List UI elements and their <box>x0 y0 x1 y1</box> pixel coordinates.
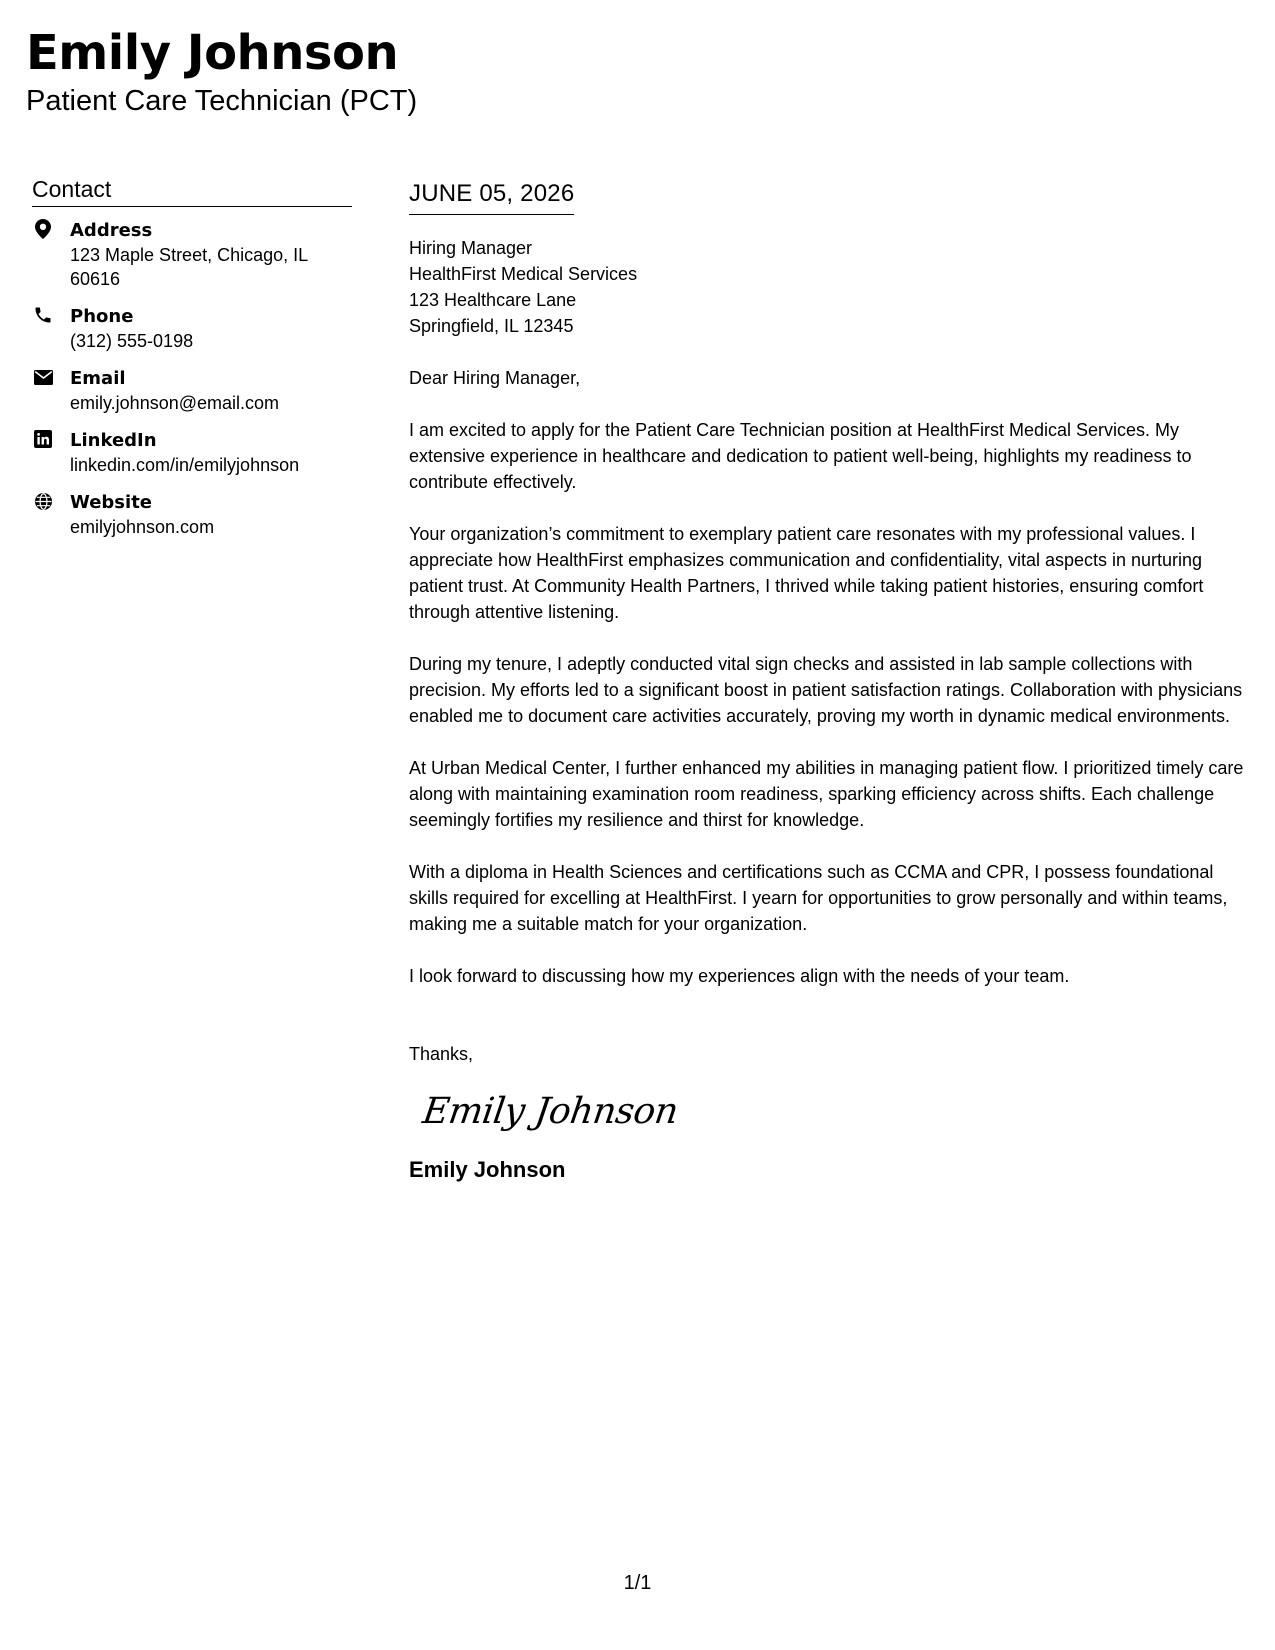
recipient-line: Hiring Manager <box>409 238 533 258</box>
map-pin-icon <box>32 218 54 240</box>
contact-linkedin <box>32 428 352 477</box>
handwritten-signature: Emily Johnson <box>420 1091 681 1132</box>
website-label: Website <box>70 492 153 513</box>
address-label: Address <box>70 220 153 241</box>
contact-sidebar <box>32 174 352 552</box>
header <box>26 22 417 118</box>
page-number: 1/1 <box>623 1572 652 1594</box>
contact-email <box>32 366 352 415</box>
contact-website <box>32 490 352 539</box>
applicant-name: Emily Johnson <box>26 25 399 81</box>
phone-icon <box>32 304 54 326</box>
letter-paragraph: Your organization’s commitment to exemplary patient care resonates with my professional values. I appreciate how HealthFirst emphasizes communication and confidentiality, vital aspects in nurturing patient trust. At Community Health Partners, I thrived while taking patient histories, ensuring comfort through attentive listening. <box>409 524 1204 622</box>
letter-paragraph: I am excited to apply for the Patient Care Technician position at HealthFirst Medical Services. My extensive experience in healthcare and dedication to patient well-being, highlights my readiness to contribute effectively. <box>409 420 1192 492</box>
signed-name: Emily Johnson <box>409 1157 566 1182</box>
globe-icon <box>32 490 54 512</box>
cover-letter <box>409 178 1249 1185</box>
email-value: emily.johnson@email.com <box>70 393 280 413</box>
letter-body <box>409 365 1249 989</box>
recipient-line: 123 Healthcare Lane <box>409 290 577 310</box>
linkedin-label: LinkedIn <box>70 430 157 451</box>
salutation: Dear Hiring Manager, <box>409 368 581 388</box>
recipient-line: Springfield, IL 12345 <box>409 316 574 336</box>
applicant-title: Patient Care Technician (PCT) <box>26 85 418 117</box>
linkedin-icon <box>32 428 54 450</box>
contact-address <box>32 218 352 291</box>
email-label: Email <box>70 368 126 389</box>
envelope-icon <box>32 366 54 388</box>
recipient-block <box>409 235 1249 339</box>
website-value: emilyjohnson.com <box>70 517 215 537</box>
letter-date: JUNE 05, 2026 <box>409 178 574 215</box>
letter-paragraph: I look forward to discussing how my experiences align with the needs of your team. <box>409 966 1070 986</box>
letter-paragraph: At Urban Medical Center, I further enhanced my abilities in managing patient flow. I prioritized timely care along with maintaining examination room readiness, sparking efficiency across shifts. Each challenge seemingly fortifies my resilience and thirst for knowledge. <box>409 758 1244 830</box>
linkedin-value: linkedin.com/in/emilyjohnson <box>70 455 300 475</box>
letter-paragraph: During my tenure, I adeptly conducted vital sign checks and assisted in lab sample collections with precision. My efforts led to a significant boost in patient satisfaction ratings. Collaboration with physicians enabled me to document care activities accurately, proving my worth in dynamic medical environments. <box>409 654 1243 726</box>
phone-value: (312) 555-0198 <box>70 331 194 351</box>
letter-paragraph: With a diploma in Health Sciences and certifications such as CCMA and CPR, I possess foundational skills required for excelling at HealthFirst. I yearn for opportunities to grow personally and within teams, making me a suitable match for your organization. <box>409 862 1228 934</box>
phone-label: Phone <box>70 306 134 327</box>
contact-heading: Contact <box>32 174 352 207</box>
contact-phone <box>32 304 352 353</box>
address-value: 123 Maple Street, Chicago, IL 60616 <box>70 245 308 289</box>
closing: Thanks, <box>409 1044 474 1064</box>
recipient-line: HealthFirst Medical Services <box>409 264 638 284</box>
